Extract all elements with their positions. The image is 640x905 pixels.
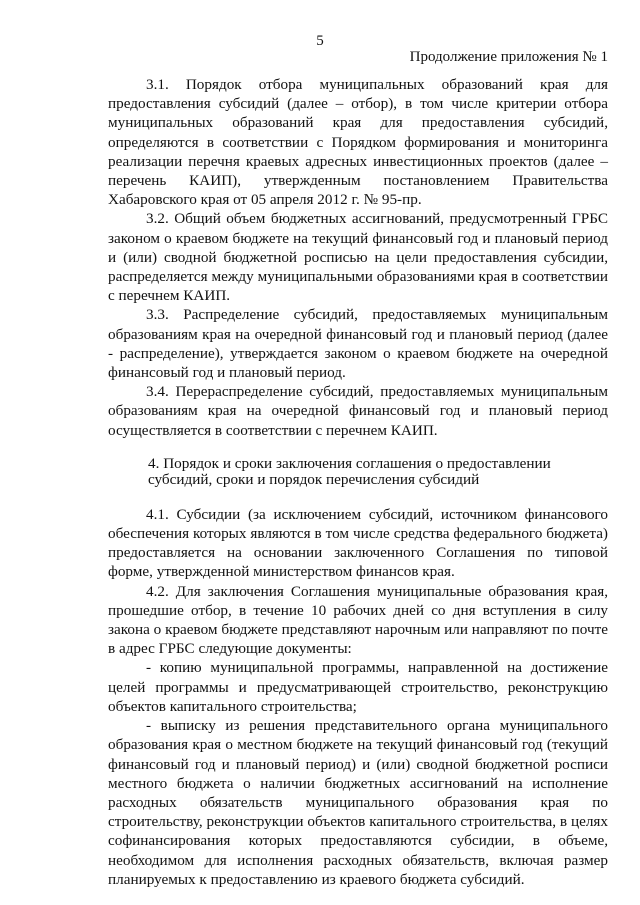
appendix-continuation-label: Продолжение приложения № 1: [409, 49, 608, 65]
section-4-heading-line-1: 4. Порядок и сроки заключения соглашения о предоставлении: [148, 454, 551, 472]
paragraph-3-4: 3.4. Перераспределение субсидий, предоставляемых муниципальным образованиям края на очередной финансовый год и плановый период осуществляется в соответствии с перечнем КАИП.: [108, 383, 608, 439]
document-body: [108, 75, 608, 889]
list-item-program-copy: - копию муниципальной программы, направленной на достижение целей программы и предусматривающей строительство, реконструкцию объектов капитального строительства;: [108, 659, 608, 715]
section-4-heading: [108, 456, 608, 489]
paragraph-4-1: 4.1. Субсидии (за исключением субсидий, источником финансового обеспечения которых являются в том числе средства федерального бюджета) предоставляется на основании заключенного Соглашения по типовой форме, утвержденной министерством финансов края.: [108, 505, 608, 581]
paragraph-3-2: 3.2. Общий объем бюджетных ассигнований, предусмотренный ГРБС законом о краевом бюджете на текущий финансовый год и плановый период и (или) сводной бюджетной росписью на цели предоставления субсидии, распределяется между муниципальными образованиями края в соответствии с перечнем КАИП.: [108, 210, 608, 305]
list-item-budget-extract: - выписку из решения представительного органа муниципального образования края о местном бюджете на текущий финансовый год (текущий финансовый год и плановый период) и (или) сводной бюджетной росписи местного бюджета о наличии бюджетных ассигнований на исполнение расходных обязательств муниципального образования края по строительству, реконструкции объектов капитального строительства, в целях софинансирования которых предоставляются субсидии, в объеме, необходимом для исполнения расходных обязательств, включая размер планируемых к предоставлению из краевого бюджета субсидий.: [108, 717, 608, 888]
section-4-heading-line-2: субсидий, сроки и порядок перечисления субсидий: [148, 471, 480, 489]
paragraph-4-2: 4.2. Для заключения Соглашения муниципальные образования края, прошедшие отбор, в течение 10 рабочих дней со дня вступления в силу закона о краевом бюджете представляют нарочным или направляют по почте в адрес ГРБС следующие документы:: [108, 582, 608, 658]
paragraph-3-3: 3.3. Распределение субсидий, предоставляемых муниципальным образованиям края на очередной финансовый год и плановый период (далее - распределение), утверждается законом о краевом бюджете на очередной финансовый год и плановый период.: [108, 306, 608, 382]
paragraph-3-1: 3.1. Порядок отбора муниципальных образований края для предоставления субсидий (далее – отбор), в том числе критерии отбора муниципальных образований края для предоставления субсидий, определяются в соответствии с Порядком формирования и мониторинга реализации перечня краевых адресных инвестиционных проектов (далее – перечень КАИП), утвержденным постановлением Правительства Хабаровского края от 05 апреля 2012 г. № 95-пр.: [108, 76, 608, 209]
page-number: 5: [316, 33, 324, 49]
